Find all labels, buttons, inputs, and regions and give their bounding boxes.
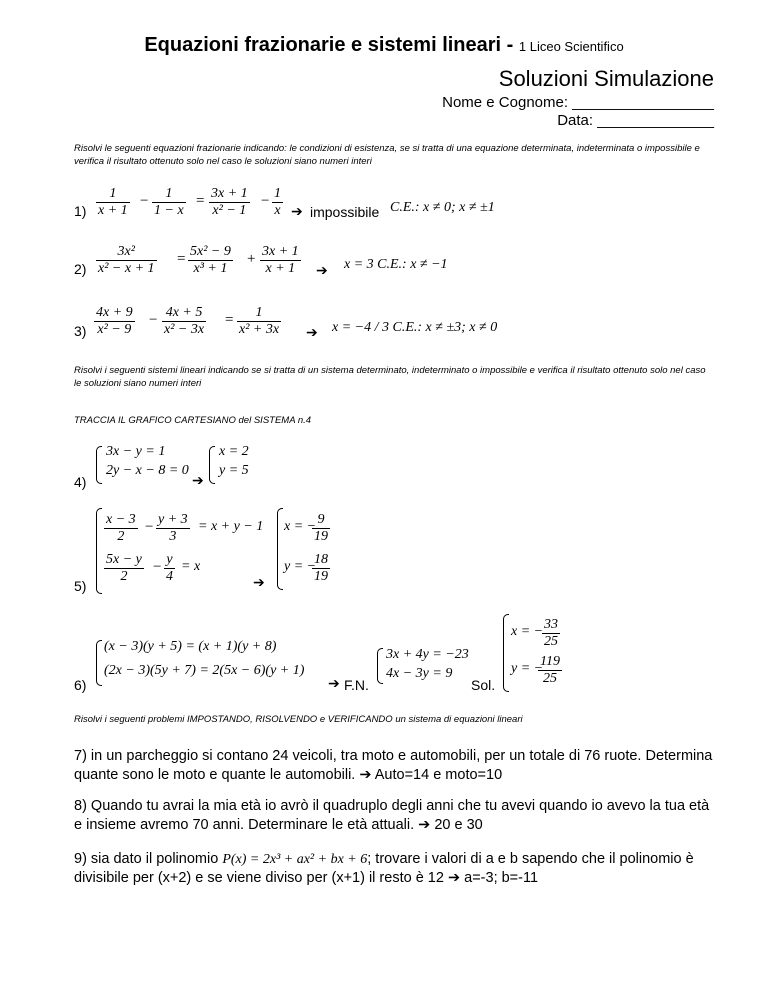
s5-rhs-2: = x bbox=[181, 559, 201, 574]
brace bbox=[377, 648, 383, 684]
e2-frac-3: $\frac{3x + 1}{x + 1}$ bbox=[262, 244, 299, 276]
subtitle: Soluzioni Simulazione bbox=[498, 66, 714, 91]
exercise-4-number: 4) bbox=[74, 474, 87, 490]
problem-9: 9) sia dato il polinomio P(x) = 2x³ + ax² + bx + 6; trovare i valori di a e b sapendo che il polinomio è divisibile per (x+2) e se viene diviso per (x+1) il resto è 12 ➔ a=-3; b=-11 bbox=[74, 851, 694, 886]
s4-sol-y: y = 5 bbox=[219, 463, 249, 478]
s6-fn-eq1: 3x + 4y = −23 bbox=[386, 647, 469, 662]
s5-sol-y: $\frac{18}{19}$ bbox=[314, 552, 328, 584]
name-field: Nome e Cognome: _________________ bbox=[442, 94, 714, 111]
exercise-1-number: 1) bbox=[74, 203, 87, 219]
s6-sol-label: Sol. bbox=[471, 677, 496, 693]
exercise-3-number: 3) bbox=[74, 323, 87, 339]
arrow-icon: ➔ bbox=[192, 472, 204, 488]
e3-frac-1: $\frac{4x + 9}{\text{x² − 9}}$ bbox=[96, 305, 133, 337]
instructions-equations: Risolvi le seguenti equazioni frazionarie indicando: le condizioni di esistenza, se si tratta di una equazione determinata, indeterminata o impossibile e verifica il risultato ottenuto solo nel caso le soluzioni siano numeri interi bbox=[74, 143, 700, 167]
s5-frac-b: $\frac{y + 3}{3}$ bbox=[158, 512, 188, 544]
arrow-icon: ➔ bbox=[306, 324, 318, 340]
problem-7: 7) in un parcheggio si contano 24 veicoli, tra moto e automobili, per un totale di 76 ruote. Determina quante sono le moto e quante le automobili. ➔ Auto=14 e moto=10 bbox=[74, 748, 713, 783]
s5-frac-c: $\frac{5x - y}{2}$ bbox=[106, 552, 142, 584]
polynomial: P(x) = 2x³ + ax² + bx + 6 bbox=[222, 852, 368, 867]
problem-8-answer: 20 e 30 bbox=[434, 817, 483, 833]
s6-sol-x-label: x = − bbox=[511, 624, 544, 639]
arrow-icon: ➔ bbox=[253, 574, 265, 590]
s6-sol-x: $\frac{33}{25}$ bbox=[544, 617, 558, 649]
s6-sol-y-label: y = − bbox=[511, 661, 544, 676]
brace bbox=[503, 614, 509, 692]
arrow-icon: ➔ bbox=[291, 203, 303, 219]
brace bbox=[96, 640, 102, 686]
arrow-icon: ➔ bbox=[328, 675, 340, 691]
e2-result: x = 3 C.E.: x ≠ −1 bbox=[344, 257, 448, 272]
instructions-problems: Risolvi i seguenti problemi IMPOSTANDO, RISOLVENDO e VERIFICANDO un sistema di equazioni lineari bbox=[74, 714, 523, 725]
arrow-icon: ➔ bbox=[418, 817, 431, 833]
e1-frac-4: $\frac{1}{x}$ bbox=[274, 186, 281, 218]
e3-frac-3: $\frac{1}{\text{x² + 3x}}$ bbox=[239, 305, 280, 337]
exercise-2-number: 2) bbox=[74, 261, 87, 277]
date-field: Data: ______________ bbox=[557, 112, 714, 129]
problem-9-answer: a=-3; b=-11 bbox=[464, 870, 539, 886]
s5-frac-a: $\frac{x - 3}{2}$ bbox=[106, 512, 136, 544]
s6-eq1: (x − 3)(y + 5) = (x + 1)(y + 8) bbox=[104, 639, 277, 654]
e1-ce: C.E.: x ≠ 0; x ≠ ±1 bbox=[390, 200, 495, 215]
arrow-icon: ➔ bbox=[359, 767, 372, 783]
s5-rhs-1: = x + y − 1 bbox=[198, 519, 264, 534]
problem-8: 8) Quando tu avrai la mia età io avrò il quadruplo degli anni che tu avevi quando io avevo la tua età e insieme avremo 70 anni. Determinare le età attuali. ➔ 20 e 30 bbox=[74, 798, 710, 833]
e2-frac-1: $\frac{\text{3x²}}{\text{x² − x + 1}}$ bbox=[98, 244, 155, 276]
s5-sol-x-label: x = − bbox=[284, 519, 317, 534]
s6-fn-eq2: 4x − 3y = 9 bbox=[386, 666, 453, 681]
s5-sol-x: $\frac{9}{19}$ bbox=[314, 512, 328, 544]
brace bbox=[209, 446, 215, 484]
title-main: Equazioni frazionarie e sistemi lineari - bbox=[144, 34, 514, 56]
e1-frac-1: $\frac{1}{x + 1}$ bbox=[98, 186, 128, 218]
instructions-graph: TRACCIA IL GRAFICO CARTESIANO del SISTEMA n.4 bbox=[74, 415, 312, 426]
e1-frac-3: $\frac{3x + 1}{\text{x² − 1}}$ bbox=[211, 186, 248, 218]
e3-result: x = −4 / 3 C.E.: x ≠ ±3; x ≠ 0 bbox=[332, 320, 498, 335]
brace bbox=[277, 508, 283, 590]
brace bbox=[96, 508, 102, 594]
s6-fn-label: F.N. bbox=[344, 677, 369, 693]
page-title bbox=[0, 34, 768, 57]
e1-frac-2: $\frac{1}{1 - x}$ bbox=[154, 186, 184, 218]
problem-7-answer: Auto=14 e moto=10 bbox=[374, 767, 503, 783]
exercise-6-number: 6) bbox=[74, 677, 87, 693]
s5-sol-y-label: y = − bbox=[284, 559, 317, 574]
s6-sol-y: $\frac{119}{25}$ bbox=[540, 654, 560, 686]
class-label: 1 Liceo Scientifico bbox=[518, 39, 624, 54]
arrow-icon: ➔ bbox=[316, 262, 328, 278]
e1-result: impossibile bbox=[310, 204, 380, 220]
s4-eq2: 2y − x − 8 = 0 bbox=[106, 463, 189, 478]
exercise-5-number: 5) bbox=[74, 578, 87, 594]
arrow-icon: ➔ bbox=[447, 870, 461, 886]
instructions-systems: Risolvi i seguenti sistemi lineari indicando se si tratta di un sistema determinato, indeterminato o impossibile e verifica il risultato ottenuto solo nel caso le soluzioni siano numeri interi bbox=[74, 365, 706, 389]
s6-eq2: (2x − 3)(5y + 7) = 2(5x − 6)(y + 1) bbox=[104, 663, 305, 678]
e2-frac-2: $\frac{\text{5x² − 9}}{\text{x³ + 1}}$ bbox=[190, 244, 231, 276]
brace bbox=[96, 446, 102, 484]
s4-eq1: 3x − y = 1 bbox=[106, 444, 166, 459]
s4-sol-x: x = 2 bbox=[219, 444, 249, 459]
s5-frac-e: $\frac{y}{4}$ bbox=[166, 552, 173, 584]
e3-frac-2: $\frac{4x + 5}{\text{x² − 3x}}$ bbox=[164, 305, 205, 337]
